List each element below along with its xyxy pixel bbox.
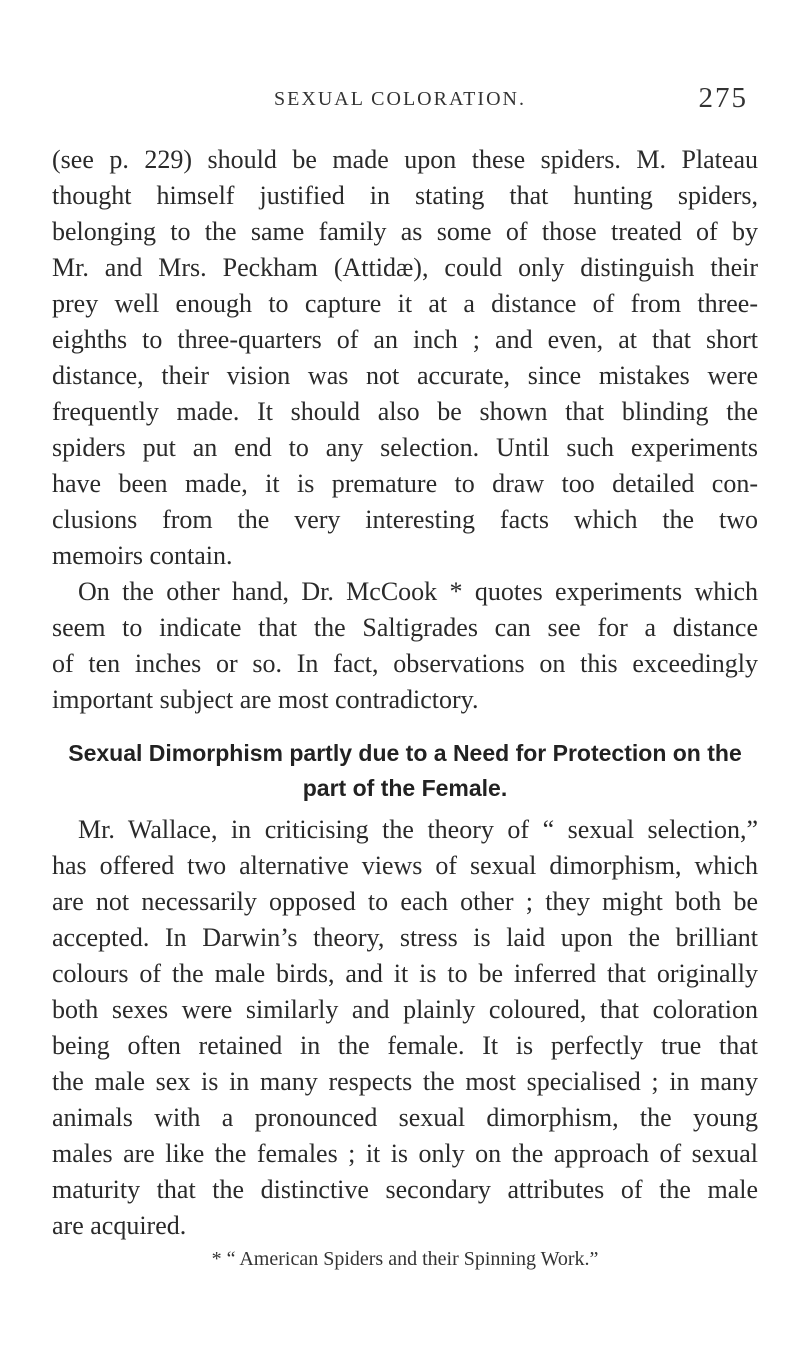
text-line: Mr. and Mrs. Peckham (Attidæ), could only distinguish their (52, 253, 758, 282)
text-line: memoirs contain. (52, 541, 233, 570)
text-line: clusions from the very interesting facts which the two (52, 505, 758, 534)
section-heading (52, 736, 758, 806)
text-line: distance, their vision was not accurate, since mistakes were (52, 361, 758, 390)
text-line: frequently made. It should also be shown that blinding the (52, 397, 758, 426)
text-line: males are like the females ; it is only on the approach of sexual (52, 1139, 758, 1168)
text-line: animals with a pronounced sexual dimorphism, the young (52, 1103, 758, 1132)
section-heading-line: Sexual Dimorphism partly due to a Need for Protection on the (68, 740, 742, 766)
text-line: (see p. 229) should be made upon these spiders. M. Plateau (52, 145, 758, 174)
paragraph-1 (52, 142, 758, 574)
text-line: eighths to three-quarters of an inch ; and even, at that short (52, 325, 758, 354)
spacer (52, 718, 758, 736)
text-line: thought himself justified in stating that hunting spiders, (52, 181, 758, 210)
paragraph-2 (52, 574, 758, 718)
text-line: Mr. Wallace, in criticising the theory of “ sexual selection,” (78, 815, 758, 844)
text-line: being often retained in the female. It is perfectly true that (52, 1031, 758, 1060)
text-line: both sexes were similarly and plainly coloured, that coloration (52, 995, 758, 1024)
running-head (0, 82, 800, 116)
footnote: * “ American Spiders and their Spinning Work.” (211, 1248, 599, 1270)
text-line: important subject are most contradictory. (52, 685, 479, 714)
text-line: belonging to the same family as some of those treated of by (52, 217, 758, 246)
text-line: has offered two alternative views of sexual dimorphism, which (52, 851, 758, 880)
paragraph-3 (52, 812, 758, 1244)
text-line: are not necessarily opposed to each other ; they might both be (52, 887, 758, 916)
text-line: seem to indicate that the Saltigrades can see for a distance (52, 613, 758, 642)
text-line: colours of the male birds, and it is to be inferred that originally (52, 959, 758, 988)
running-title: SEXUAL COLORATION. (274, 88, 526, 110)
text-line: maturity that the distinctive secondary attributes of the male (52, 1175, 758, 1204)
text-line: are acquired. (52, 1211, 187, 1240)
text-line: the male sex is in many respects the most specialised ; in many (52, 1067, 758, 1096)
text-line: accepted. In Darwin’s theory, stress is laid upon the brilliant (52, 923, 758, 952)
text-line: have been made, it is premature to draw too detailed con- (52, 469, 758, 498)
page-number: 275 (698, 82, 748, 114)
text-line: On the other hand, Dr. McCook * quotes experiments which (78, 577, 758, 606)
section-heading-line: part of the Female. (302, 775, 508, 801)
text-line: of ten inches or so. In fact, observations on this exceedingly (52, 649, 758, 678)
text-line: prey well enough to capture it at a distance of from three- (52, 289, 758, 318)
body-text (52, 142, 758, 1274)
text-line: spiders put an end to any selection. Until such experiments (52, 433, 758, 462)
